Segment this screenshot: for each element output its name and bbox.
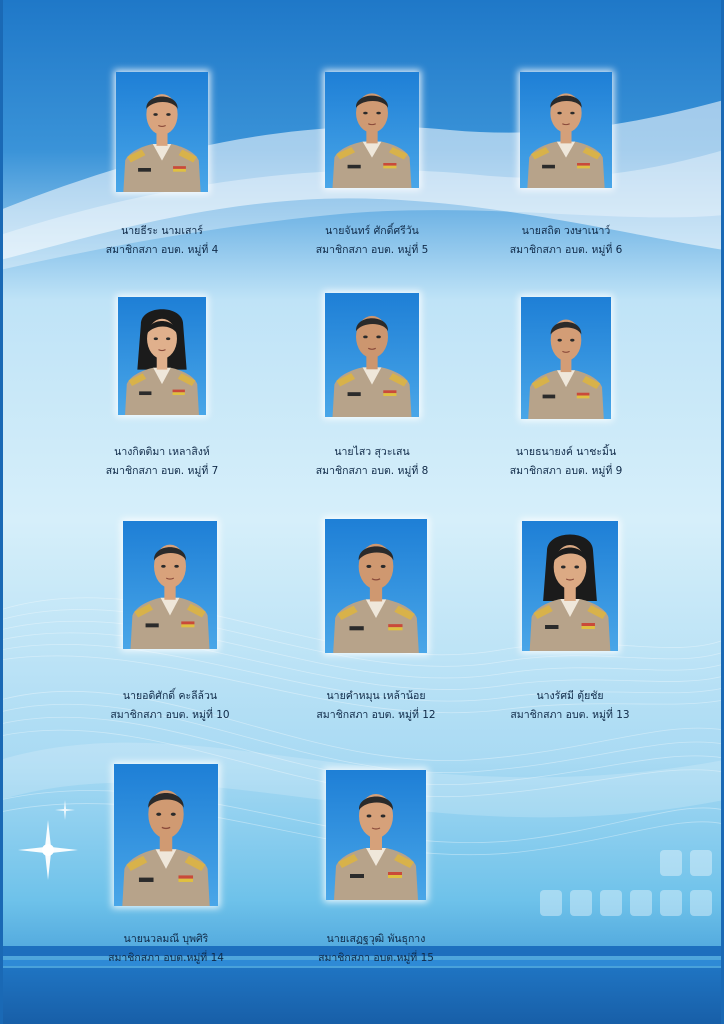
member-caption: [276, 687, 476, 725]
member-name: นายไสว สุวะเสน: [334, 446, 410, 458]
member-photo: [522, 521, 618, 651]
member-caption: [466, 443, 666, 481]
member-name: นายสถิต วงษาเนาว์: [521, 225, 611, 237]
member-name: นายเสฏฐวุฒิ พันธุกาง: [326, 933, 426, 945]
member-caption: [272, 443, 472, 481]
member-name: นายธนายงค์ นาชะมิ้น: [515, 446, 617, 458]
member-card: [272, 293, 472, 481]
member-photo: [326, 770, 426, 900]
member-caption: [62, 222, 262, 260]
member-role: สมาชิกสภา อบต.หมู่ที่ 15: [318, 952, 434, 964]
member-photo: [114, 764, 218, 906]
member-card: [466, 72, 666, 260]
member-role: สมาชิกสภา อบต. หมู่ที่ 8: [315, 465, 429, 477]
member-card: [272, 72, 472, 260]
member-photo: [325, 72, 419, 188]
member-card: [470, 521, 670, 725]
member-photo: [520, 72, 612, 188]
member-card: [276, 770, 476, 968]
member-caption: [470, 687, 670, 725]
portrait-illustration: [114, 764, 218, 906]
member-name: นางกิตติมา เหลาสิงห์: [114, 446, 210, 458]
member-role: สมาชิกสภา อบต. หมู่ที่ 12: [316, 709, 436, 721]
member-name: นายอดิศักดิ์ คะลีล้วน: [122, 690, 218, 702]
member-role: สมาชิกสภา อบต. หมู่ที่ 9: [509, 465, 623, 477]
member-name: นายนวลมณี บุพศิริ: [123, 933, 209, 945]
member-photo: [123, 521, 217, 649]
portrait-illustration: [521, 297, 611, 419]
member-caption: [70, 687, 270, 725]
member-photo: [521, 297, 611, 419]
member-role: สมาชิกสภา อบต. หมู่ที่ 13: [510, 709, 630, 721]
member-role: สมาชิกสภา อบต. หมู่ที่ 6: [509, 244, 623, 256]
footer-bar: [0, 968, 724, 1024]
member-photo: [325, 293, 419, 417]
member-name: นายจันทร์ ศักดิ์ศรีวัน: [325, 225, 419, 237]
member-card: [62, 72, 262, 260]
member-photo: [118, 297, 206, 415]
portrait-illustration: [325, 293, 419, 417]
member-photo: [116, 72, 208, 192]
member-name: นายคำหมุน เหล้าน้อย: [326, 690, 426, 702]
member-name: นายธีระ นามเสาร์: [121, 225, 203, 237]
portrait-illustration: [123, 521, 217, 649]
portrait-illustration: [326, 770, 426, 900]
member-role: สมาชิกสภา อบต. หมู่ที่ 10: [110, 709, 230, 721]
portrait-illustration: [522, 521, 618, 651]
portrait-illustration: [116, 72, 208, 192]
member-card: [62, 297, 262, 481]
member-role: สมาชิกสภา อบต. หมู่ที่ 5: [315, 244, 429, 256]
member-photo: [325, 519, 427, 653]
member-caption: [276, 930, 476, 968]
portrait-illustration: [325, 519, 427, 653]
member-card: [70, 521, 270, 725]
member-caption: [62, 443, 262, 481]
member-role: สมาชิกสภา อบต. หมู่ที่ 7: [105, 465, 219, 477]
member-caption: [66, 930, 266, 968]
member-role: สมาชิกสภา อบต.หมู่ที่ 14: [108, 952, 224, 964]
portrait-illustration: [118, 297, 206, 415]
member-caption: [466, 222, 666, 260]
member-card: [466, 297, 666, 481]
member-name: นางรัศมี ตุ้ยชัย: [536, 690, 604, 702]
portrait-illustration: [325, 72, 419, 188]
member-card: [276, 519, 476, 725]
member-caption: [272, 222, 472, 260]
member-card: [66, 764, 266, 968]
portrait-illustration: [520, 72, 612, 188]
member-role: สมาชิกสภา อบต. หมู่ที่ 4: [105, 244, 219, 256]
